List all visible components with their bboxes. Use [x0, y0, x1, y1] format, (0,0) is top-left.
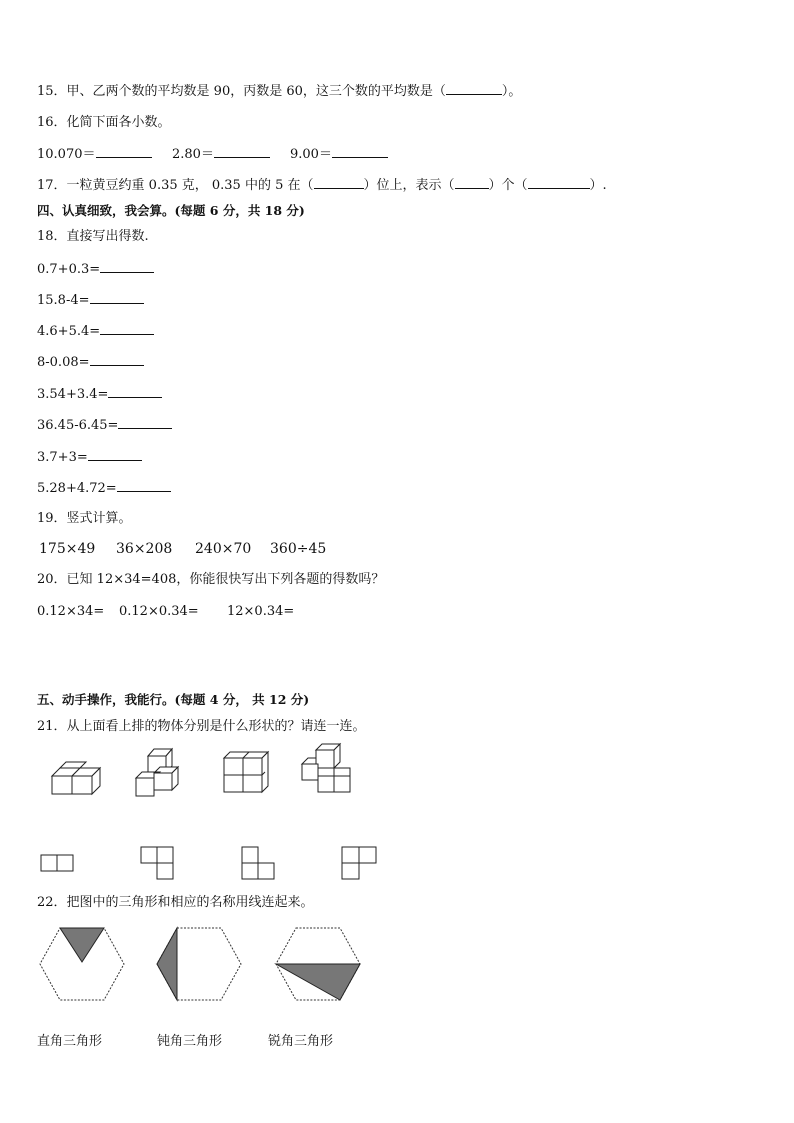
question-16-title: 16．化简下面各小数。 [37, 115, 171, 130]
hexagon-figure-3 [274, 926, 362, 1004]
top-view-option-4[interactable] [340, 845, 378, 881]
label-obtuse-triangle[interactable]: 钝角三角形 [157, 1034, 223, 1049]
q15-text: 15．甲、乙两个数的平均数是 90，丙数是 60，这三个数的平均数是（ [37, 84, 446, 99]
question-21-title: 21．从上面看上排的物体分别是什么形状的？请连一连。 [37, 719, 366, 734]
q19-expr: 175×49 [39, 541, 96, 557]
q16-item-2: 2.80＝ [172, 145, 270, 164]
q18-item: 36.45-6.45= [37, 416, 172, 435]
question-18-title: 18．直接写出得数. [37, 229, 149, 244]
q18-blank[interactable] [90, 291, 144, 304]
cube-stack-figure-1 [44, 752, 110, 798]
q18-item: 15.8-4= [37, 291, 144, 310]
label-right-triangle[interactable]: 直角三角形 [37, 1034, 103, 1049]
q16-blank-2[interactable] [214, 145, 270, 158]
top-view-option-2[interactable] [139, 845, 175, 881]
section-4-heading: 四、认真细致，我会算。(每题 6 分，共 18 分) [37, 203, 305, 218]
q18-blank[interactable] [117, 479, 171, 492]
cube-stack-figure-3 [220, 748, 272, 796]
q19-expr: 240×70 [195, 541, 252, 557]
q18-blank[interactable] [100, 260, 154, 273]
question-19-title: 19．竖式计算。 [37, 511, 132, 526]
q18-item: 3.7+3= [37, 448, 142, 467]
q19-expr: 36×208 [116, 541, 173, 557]
q17-blank-1[interactable] [314, 176, 364, 189]
q15-close: ）。 [501, 84, 522, 99]
question-15 [37, 82, 521, 101]
q15-answer-blank[interactable] [446, 82, 502, 95]
q18-blank[interactable] [90, 353, 144, 366]
q16-item-1: 10.070＝ [37, 145, 152, 164]
q18-blank[interactable] [108, 385, 162, 398]
q16-blank-1[interactable] [96, 145, 152, 158]
q18-item: 3.54+3.4= [37, 385, 162, 404]
q18-blank[interactable] [100, 322, 154, 335]
q18-blank[interactable] [88, 448, 142, 461]
q18-item: 8-0.08= [37, 353, 144, 372]
q20-item: 12×0.34= [227, 604, 295, 619]
label-acute-triangle[interactable]: 锐角三角形 [268, 1034, 334, 1049]
q16-blank-3[interactable] [332, 145, 388, 158]
cube-stack-figure-2 [134, 744, 190, 800]
hexagon-figure-2 [155, 926, 243, 1004]
q18-item: 4.6+5.4= [37, 322, 154, 341]
question-22-title: 22．把图中的三角形和相应的名称用线连起来。 [37, 895, 314, 910]
hexagon-figure-1 [38, 926, 126, 1004]
question-20-title: 20．已知 12×34=408，你能很快写出下列各题的得数吗？ [37, 572, 385, 587]
question-17: 17．一粒黄豆约重 0.35 克， 0.35 中的 5 在（ ）位上，表示（ ）个（ ）. [37, 178, 607, 193]
top-view-option-1[interactable] [40, 853, 76, 873]
top-view-option-3[interactable] [240, 845, 276, 881]
q18-blank[interactable] [118, 416, 172, 429]
q18-item: 0.7+0.3= [37, 260, 154, 279]
q19-expr: 360÷45 [270, 541, 327, 557]
q17-blank-3[interactable] [528, 176, 590, 189]
q16-item-3: 9.00＝ [290, 145, 388, 164]
q18-item: 5.28+4.72= [37, 479, 171, 498]
cube-stack-figure-4 [298, 742, 354, 798]
q20-item: 0.12×34= [37, 604, 105, 619]
section-5-heading: 五、动手操作，我能行。(每题 4 分， 共 12 分) [37, 692, 310, 707]
q20-item: 0.12×0.34= [119, 604, 199, 619]
q17-blank-2[interactable] [455, 176, 489, 189]
